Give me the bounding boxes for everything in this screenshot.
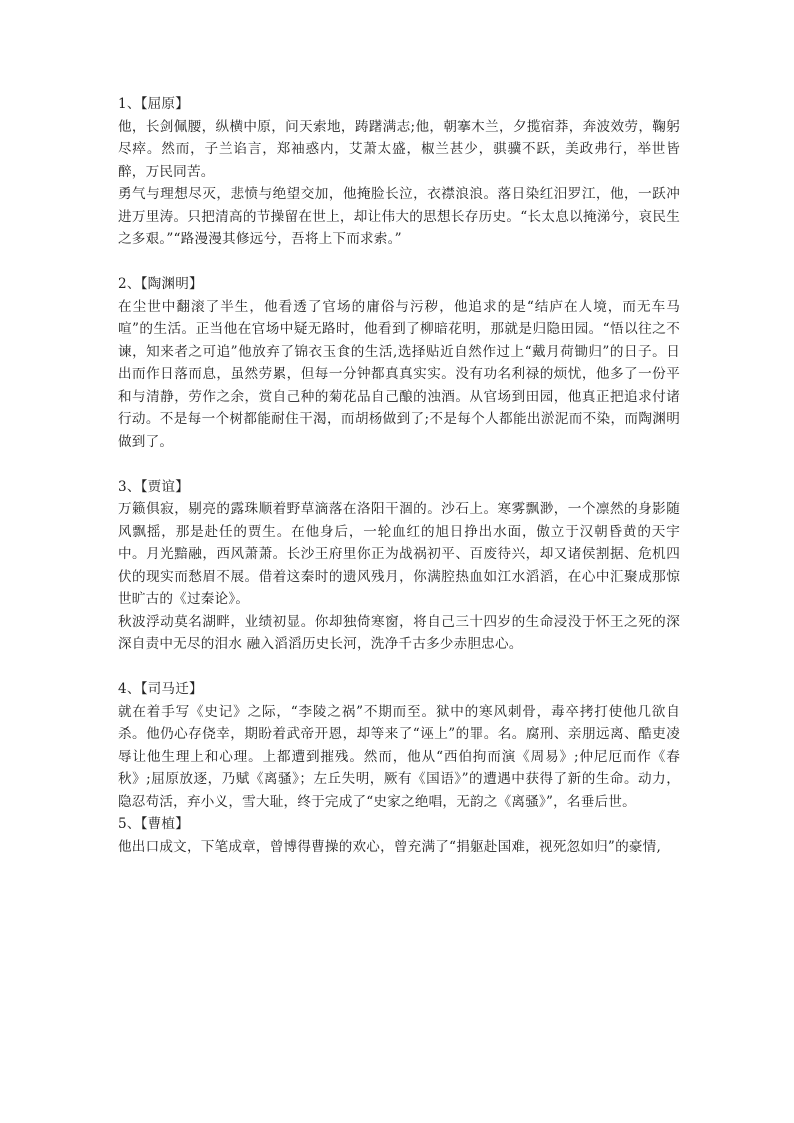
section-spacer [118,656,680,679]
document-page [118,93,680,858]
section-qu-yuan [118,93,680,251]
section-paragraph: 勇气与理想尽灭，悲愤与绝望交加，他掩脸长泣，衣襟浪浪。落日染红汨罗江，他，一跃冲进万里涛。只把清高的节操留在世上，却让伟大的思想长存历史。“长太息以掩涕兮，哀民生之多艰。”“路漫漫其修远兮，吾将上下而求索。” [118,186,680,247]
section-heading: 3、【贾谊】 [118,478,190,495]
section-sima-qian [118,678,680,813]
section-jia-yi [118,476,680,656]
section-tao-yuanming [118,273,680,453]
section-heading: 4、【司马迁】 [118,681,203,697]
section-heading: 5、【曹植】 [118,816,190,832]
section-spacer [118,251,680,274]
section-cao-zhi [118,813,680,858]
section-heading: 2、【陶渊明】 [118,276,203,292]
section-paragraph: 万籁俱寂，剔亮的露珠顺着野草滴落在洛阳干涸的。沙石上。寒雾飘渺，一个凛然的身影随风飘摇，那是赴任的贾生。在他身后，一轮血红的旭日挣出水面，傲立于汉朝昏黄的天宇中。月光黯融，西风萧萧。长沙王府里你正为战祸初平、百废待兴，却又诸侯割据、危机四伏的现实而愁眉不展。借着这秦时的遗风残月，你满腔热血如江水滔滔，在心中汇聚成那惊世旷古的《过秦论》。 [118,501,680,607]
section-paragraph: 他，长剑佩腰，纵横中原，问天索地，踌躇满志;他，朝搴木兰，夕揽宿莽，奔波效劳，鞠躬尽瘁。然而，子兰谄言，郑袖惑内，艾萧太盛，椒兰甚少，骐骥不跃，美政弗行，举世皆醉，万民同苦。 [118,118,680,180]
section-paragraph: 他出口成文，下笔成章，曾博得曹操的欢心，曾充满了“捐躯赴国难，视死忽如归”的豪情, [118,838,661,855]
section-paragraph: 就在着手写《史记》之际，“李陵之祸”不期而至。狱中的寒风刺骨，毒卒拷打使他几欲自杀。他仍心存侥幸，期盼着武帝开恩，却等来了“诬上”的罪。名。腐刑、亲朋远离、酷吏凌辱让他生理上和心理。上都遭到摧残。然而，他从“西伯拘而演《周易》;仲尼厄而作《春秋》;屈原放逐，乃赋《离骚》；左丘失明，厥有《国语》”的遭遇中获得了新的生命。动力，隐忍苟活，弃小义，雪大耻，终于完成了“史家之绝唱，无韵之《离骚》”，名垂后世。 [118,703,680,810]
section-heading: 1、【屈原】 [118,96,190,112]
section-spacer [118,453,680,476]
section-paragraph: 在尘世中翻滚了半生，他看透了官场的庸俗与污秽，他追求的是“结庐在人境，而无车马喧”的生活。正当他在官场中疑无路时，他看到了柳暗花明，那就是归隐田园。“悟以往之不谏，知来者之可追”他放弃了锦衣玉食的生活,选择贴近自然作过上“戴月荷锄归”的日子。日出而作日落而息，虽然劳累，但每一分钟都真真实实。没有功名利禄的烦忧，他多了一份平和与清静，劳作之余，赏自己种的菊花品自己酿的浊酒。从官场到田园，他真正把追求付诸行动。不是每一个树都能耐住干渴，而胡杨做到了;不是每个人都能出淤泥而不染，而陶渊明做到了。 [118,298,680,450]
section-paragraph: 秋波浮动莫名湖畔，业绩初显。你却独倚寒窗，将自己三十四岁的生命浸没于怀王之死的深深自责中无尽的泪水 融入滔滔历史长河，洗净千古多少赤胆忠心。 [118,613,680,652]
